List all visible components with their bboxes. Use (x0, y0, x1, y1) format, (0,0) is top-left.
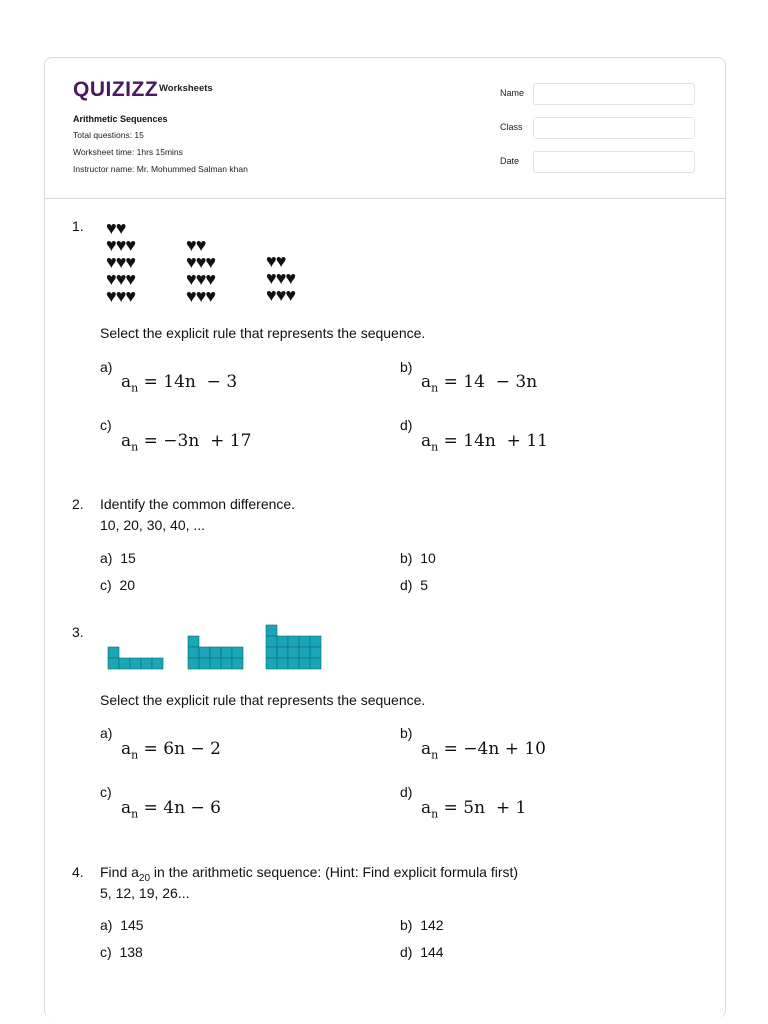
logo-subtitle: Worksheets (159, 83, 213, 94)
q1-option-c-letter: c) (100, 417, 112, 433)
q3-option-a[interactable]: $a_n = 6n - 2$ (121, 739, 221, 762)
q4-option-c[interactable]: c) 138 (100, 944, 143, 960)
q1-prompt: Select the explicit rule that represents the sequence. (100, 325, 426, 341)
q1-option-b[interactable]: $a_n = 14 - 3n$ (421, 372, 538, 395)
q3-block-figures (107, 622, 327, 670)
q3-option-d[interactable]: $a_n = 5n + 1$ (421, 798, 527, 821)
q3-number: 3. (72, 624, 84, 640)
q1-option-b-letter: b) (400, 359, 413, 375)
q3-option-a-letter: a) (100, 725, 113, 741)
q2-option-b[interactable]: b) 10 (400, 550, 436, 566)
q1-option-d[interactable]: $a_n = 14n + 11$ (421, 431, 548, 454)
q1-number: 1. (72, 218, 84, 234)
q4-number: 4. (72, 864, 84, 880)
worksheet-title: Arithmetic Sequences (73, 114, 168, 124)
q3-option-c[interactable]: $a_n = 4n - 6$ (121, 798, 221, 821)
q4-option-b[interactable]: b) 142 (400, 917, 444, 933)
q4-option-a[interactable]: a) 145 (100, 917, 144, 933)
q4-prompt: Find $a_{20}$ in the arithmetic sequence: (Hint: Find explicit formula first) (100, 864, 519, 884)
q1-option-c[interactable]: $a_n = -3n + 17$ (121, 431, 252, 454)
q3-prompt: Select the explicit rule that represents the sequence. (100, 692, 426, 708)
q4-sequence: 5, 12, 19, 26... (100, 885, 190, 901)
q4-option-d[interactable]: d) 144 (400, 944, 444, 960)
q1-heart-group-1: ♥♥ ♥♥♥ ♥♥♥ ♥♥♥ ♥♥♥ (106, 218, 136, 306)
date-label: Date (500, 156, 520, 166)
q2-sequence: 10, 20, 30, 40, ... (100, 517, 206, 533)
q3-option-b-letter: b) (400, 725, 413, 741)
q3-option-b[interactable]: $a_n = -4n + 10$ (421, 739, 546, 762)
q2-option-d[interactable]: d) 5 (400, 577, 429, 593)
q2-number: 2. (72, 496, 84, 512)
quizizz-logo: QUIZIZZ (73, 78, 159, 101)
instructor-name: Instructor name: Mr. Mohummed Salman khan (73, 164, 248, 174)
q1-option-a-letter: a) (100, 359, 113, 375)
q3-option-d-letter: d) (400, 784, 413, 800)
q1-heart-group-3: ♥♥ ♥♥♥ ♥♥♥ (266, 251, 296, 305)
class-field[interactable] (533, 117, 695, 139)
q3-block-svg (107, 622, 327, 670)
q2-prompt: Identify the common difference. (100, 496, 296, 512)
class-label: Class (500, 122, 523, 132)
total-questions: Total questions: 15 (73, 130, 144, 140)
q3-option-c-letter: c) (100, 784, 112, 800)
name-label: Name (500, 88, 525, 98)
q1-option-a[interactable]: $a_n = 14n - 3$ (121, 372, 238, 395)
q2-option-a[interactable]: a) 15 (100, 550, 136, 566)
worksheet-header (45, 58, 725, 199)
worksheet-time: Worksheet time: 1hrs 15mins (73, 147, 183, 157)
name-field[interactable] (533, 83, 695, 105)
date-field[interactable] (533, 151, 695, 173)
q1-option-d-letter: d) (400, 417, 413, 433)
q1-heart-group-2: ♥♥ ♥♥♥ ♥♥♥ ♥♥♥ (186, 235, 216, 306)
q2-option-c[interactable]: c) 20 (100, 577, 136, 593)
